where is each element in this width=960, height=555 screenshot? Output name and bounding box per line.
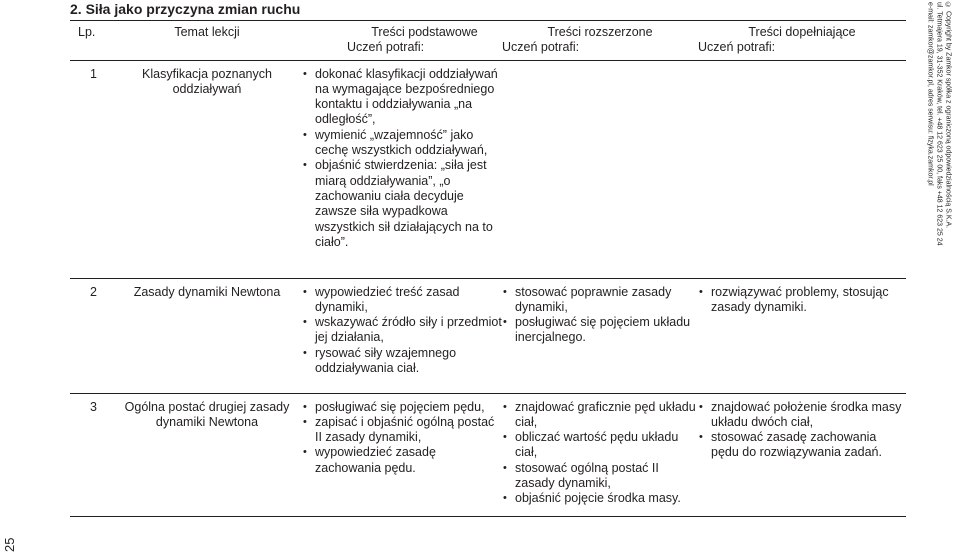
header-podstawowe-sub: Uczeń potrafi:	[347, 40, 425, 55]
lesson-topic: Klasyfikacja poznanych oddziaływań	[142, 66, 272, 96]
list-item: • stosować poprawnie zasady dynamiki,	[502, 285, 698, 316]
supplementary-content-cell	[698, 393, 906, 516]
lesson-topic: Zasady dynamiki Newtona	[133, 284, 281, 299]
table-row	[70, 60, 906, 278]
basic-content-list	[302, 285, 502, 377]
list-item: • stosować ogólną postać II zasady dynamiki,	[502, 461, 698, 492]
basic-content-cell	[302, 60, 502, 278]
copyright-side-note	[918, 2, 960, 472]
list-item: • dokonać klasyfikacji oddziaływań na wymagające bezpośredniego kontaktu i oddziaływania „na odległość”,	[302, 67, 502, 128]
list-item: • rysować siły wzajemnego oddziaływania ciał.	[302, 346, 502, 377]
extended-content-cell	[502, 393, 698, 516]
list-item: • wypowiedzieć zasadę zachowania pędu.	[302, 445, 502, 476]
header-podstawowe-title: Treści podstawowe	[371, 25, 478, 39]
header-dopelniajace-sub: Uczeń potrafi:	[698, 40, 776, 55]
extended-content-cell	[502, 278, 698, 393]
table-header-row	[70, 21, 906, 61]
row-number: 1	[90, 66, 97, 81]
header-temat: Temat lekcji	[174, 25, 240, 39]
extended-content-cell	[502, 60, 698, 278]
header-podstawowe	[302, 21, 502, 61]
list-item: • znajdować graficznie pęd układu ciał,	[502, 400, 698, 431]
copyright-text	[926, 2, 953, 246]
copyright-line: © Copyright by Zamkor spółka z ograniczoną odpowiedzialnością S.K.A.	[944, 2, 952, 229]
list-item: • zapisać i objaśnić ogólną postać II zasady dynamiki,	[302, 415, 502, 446]
list-item: • wypowiedzieć treść zasad dynamiki,	[302, 285, 502, 316]
list-item: • objaśnić stwierdzenia: „siła jest miarą oddziaływania”, „o zachowaniu ciała decyduje zawsze siła wypadkowa wszystkich sił działających na to ciało”.	[302, 158, 502, 250]
basic-content-cell	[302, 393, 502, 516]
section-title: 2. Siła jako przyczyna zmian ruchu	[70, 1, 301, 17]
list-item: • rozwiązywać problemy, stosując zasady dynamiki.	[698, 285, 906, 316]
list-item: • posługiwać się pojęciem pędu,	[302, 400, 502, 415]
list-item: • stosować zasadę zachowania pędu do rozwiązywania zadań.	[698, 430, 906, 461]
supplementary-content-list	[698, 400, 906, 461]
list-item: • wymienić „wzajemność” jako cechę wszystkich oddziaływań,	[302, 128, 502, 159]
lesson-topic: Ogólna postać drugiej zasady dynamiki Newtona	[124, 399, 290, 429]
basic-content-cell	[302, 278, 502, 393]
header-rozszerzone-sub: Uczeń potrafi:	[502, 40, 580, 55]
extended-content-list	[502, 400, 698, 507]
curriculum-table-wrapper	[70, 20, 906, 517]
header-rozszerzone-title: Treści rozszerzone	[547, 25, 653, 39]
extended-content-list	[502, 285, 698, 346]
supplementary-content-list	[698, 285, 906, 316]
row-number: 2	[90, 284, 97, 299]
list-item: • posługiwać się pojęciem układu inercjalnego.	[502, 315, 698, 346]
header-lp: Lp.	[78, 25, 96, 39]
supplementary-content-cell	[698, 278, 906, 393]
table-row	[70, 393, 906, 516]
curriculum-table	[70, 20, 906, 517]
header-dopelniajace-title: Treści dopełniające	[748, 25, 856, 39]
page-number: 25	[2, 537, 17, 552]
list-item: • obliczać wartość pędu układu ciał,	[502, 430, 698, 461]
header-rozszerzone	[502, 21, 698, 61]
list-item: • objaśnić pojęcie środka masy.	[502, 491, 698, 506]
email-line: e-mail: zamkor@zamkor.pl, adres serwisu: fizyka.zamkor.pl	[926, 2, 934, 186]
supplementary-content-cell	[698, 60, 906, 278]
list-item: • znajdować położenie środka masy układu dwóch ciał,	[698, 400, 906, 431]
table-row	[70, 278, 906, 393]
basic-content-list	[302, 67, 502, 251]
address-line: ul. Tetmajera 19, 31-352 Kraków, tel. +48 12 623 25 00, faks +48 12 623 25 24	[935, 2, 943, 246]
row-number: 3	[90, 399, 97, 414]
basic-content-list	[302, 400, 502, 476]
header-dopelniajace	[698, 21, 906, 61]
list-item: • wskazywać źródło siły i przedmiot jej działania,	[302, 315, 502, 346]
